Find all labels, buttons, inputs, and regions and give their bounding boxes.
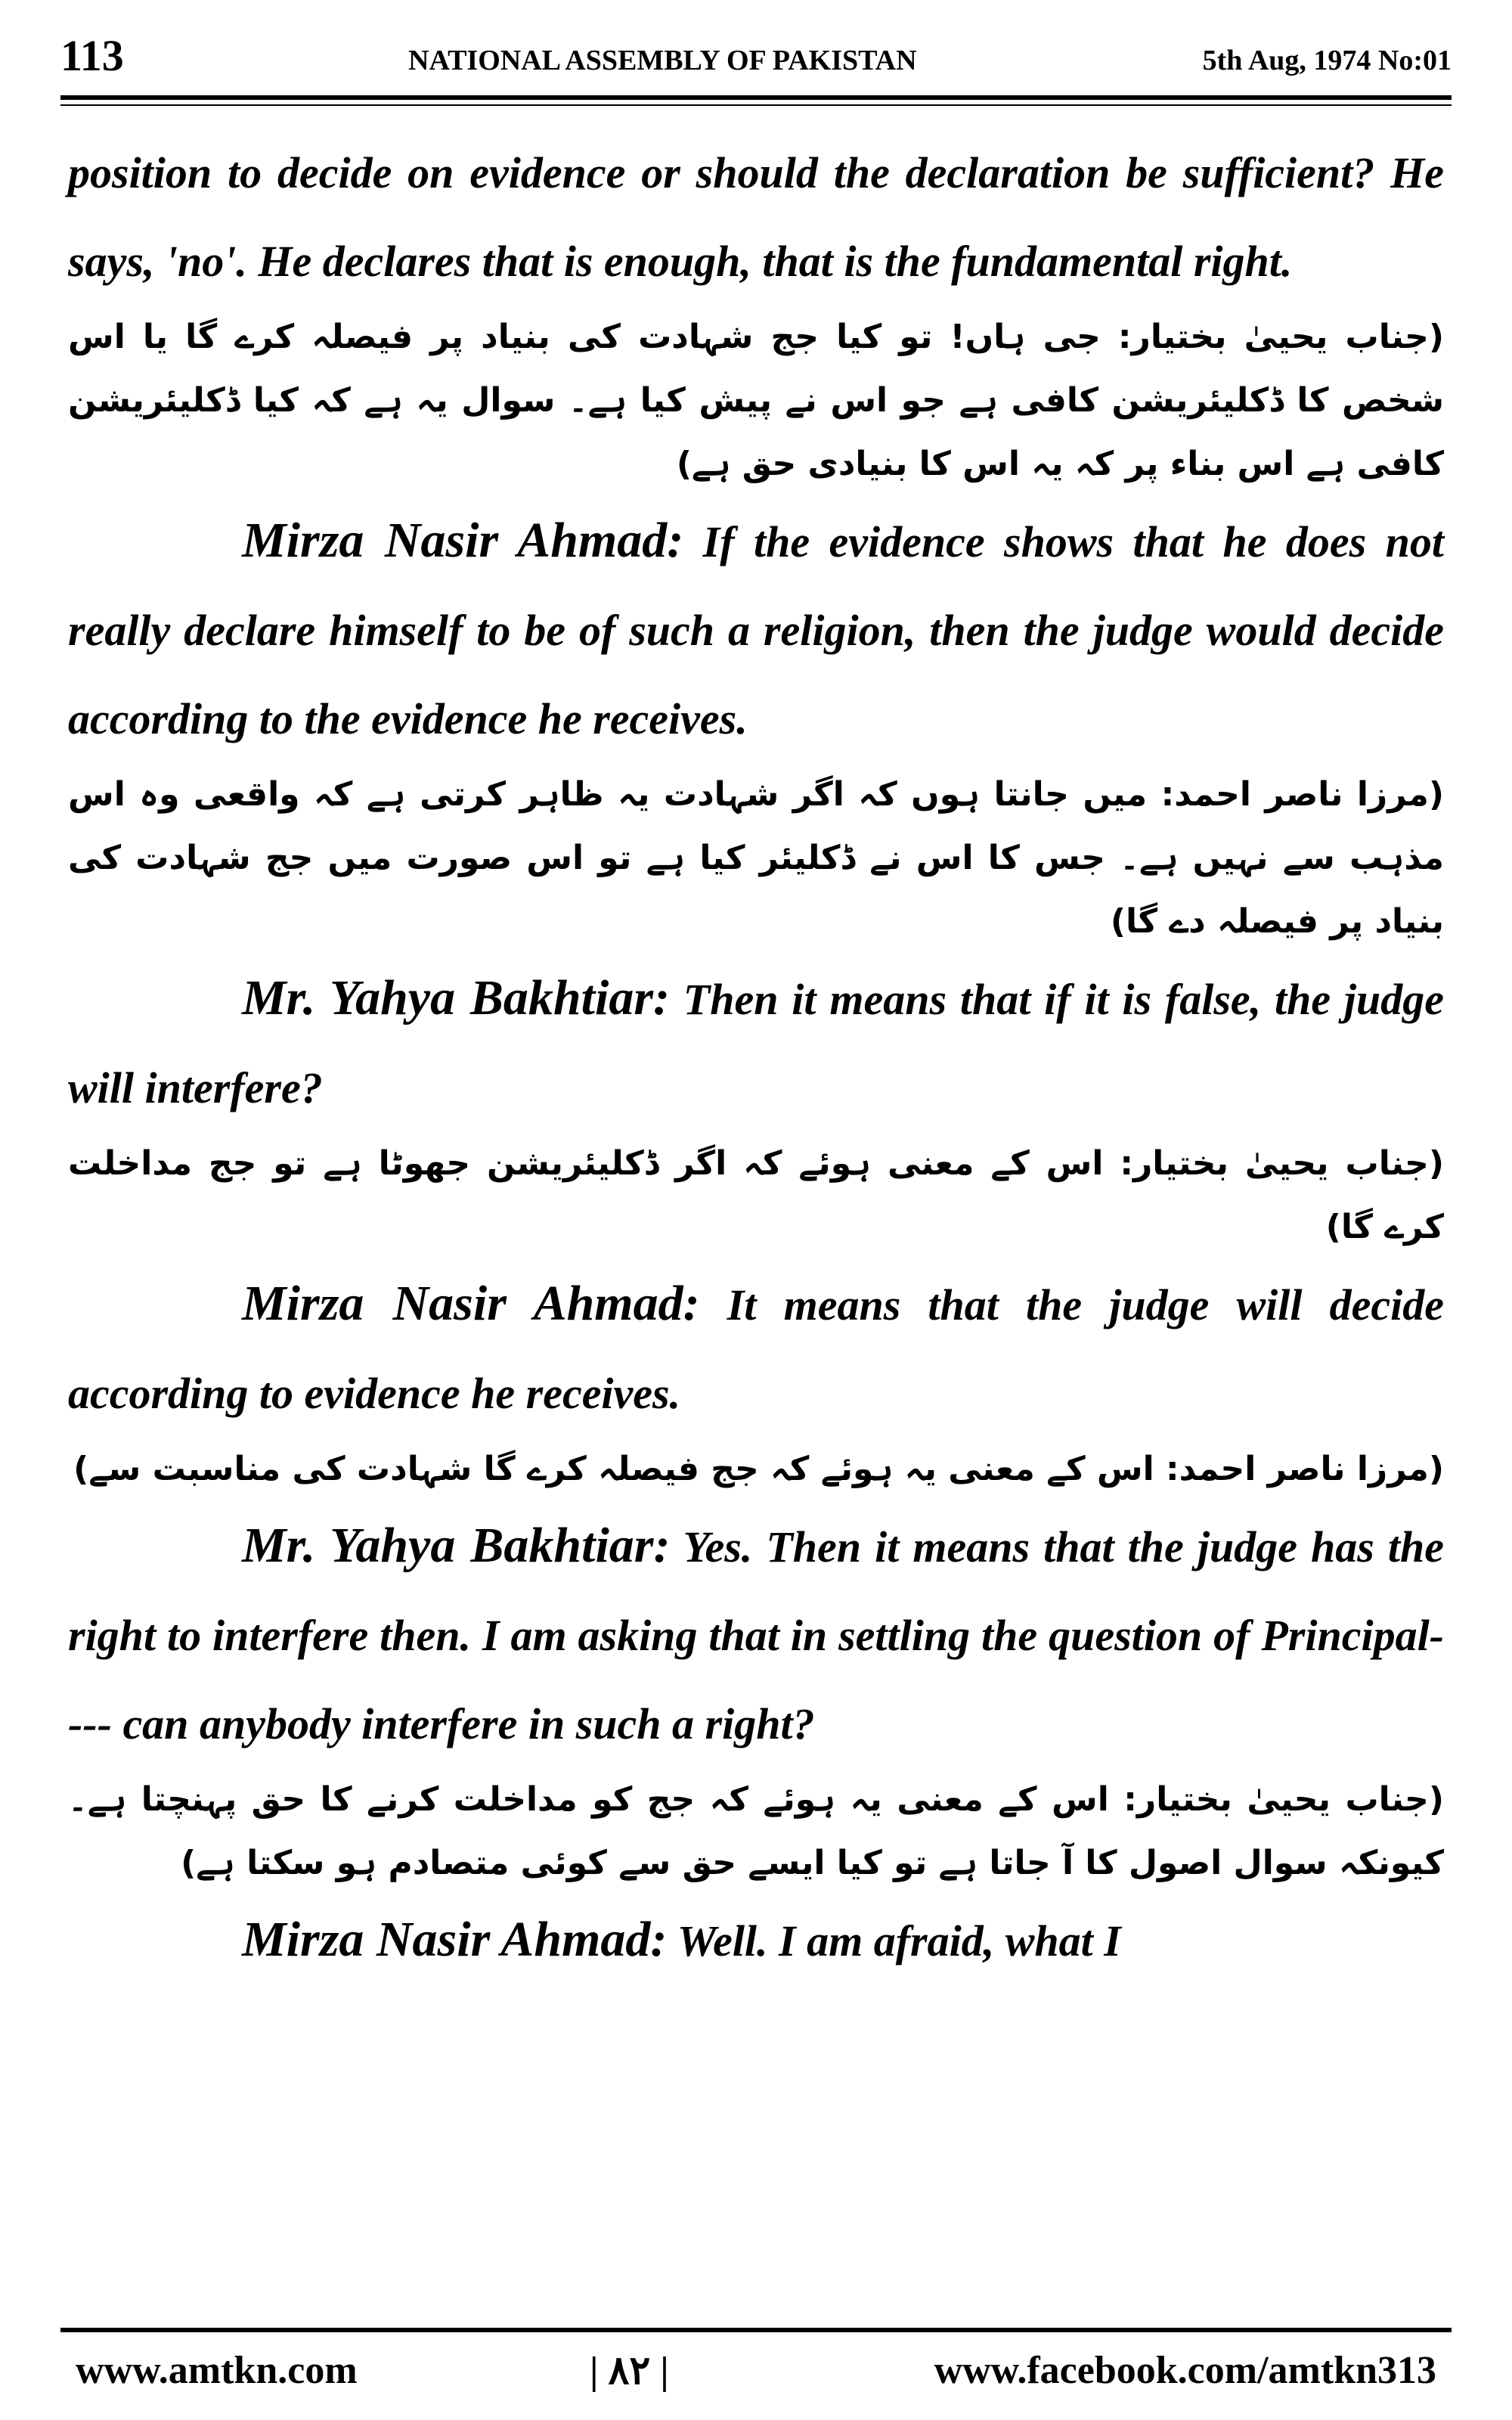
paragraph-text: It means that the judge will decide according to evidence he receives. [68, 1280, 1445, 1418]
paragraph-text: Yes. Then it means that the judge has the right to interfere then. I am asking that in settling the question of Principal---- can anybody interfere in such a right? [68, 1522, 1444, 1748]
speaker-name: Mirza Nasir Ahmad: [242, 1276, 700, 1331]
footer-rule-thick [60, 2328, 1452, 2332]
speaker-name: Mr. Yahya Bakhtiar: [242, 970, 670, 1025]
facebook-link[interactable]: www.facebook.com/amtkn313 [934, 2349, 1436, 2392]
speaker-name: Mirza Nasir Ahmad: [242, 1912, 668, 1967]
page-number: 113 [60, 31, 124, 80]
paragraph-text: If the evidence shows that he does not really declare himself to be of such a religion, then the judge would decide according to the evidence he receives. [68, 517, 1445, 743]
english-paragraph [68, 954, 1444, 1132]
footer-page-number: | ۸۲ | [590, 2350, 669, 2393]
english-paragraph [68, 129, 1444, 306]
english-paragraph [68, 496, 1444, 763]
urdu-paragraph: (جناب یحییٰ بختیار: اس کے معنی یہ ہوئے کہ جج کو مداخلت کرنے کا حق پہنچتا ہے۔ کیونکہ سوال اصول کا آ جاتا ہے تو کیا ایسے حق سے کوئی متصادم ہو سکتا ہے) [68, 1780, 1444, 1882]
english-paragraph [68, 1501, 1444, 1768]
speaker-name: Mr. Yahya Bakhtiar: [242, 1518, 671, 1573]
english-paragraph [68, 1895, 1444, 1985]
transcript-body [68, 129, 1444, 1985]
english-paragraph [68, 1259, 1444, 1438]
paragraph-text: Then it means that if it is false, the judge will interfere? [68, 975, 1444, 1112]
header-rule-thin [60, 104, 1452, 106]
speaker-name: Mirza Nasir Ahmad: [242, 513, 684, 568]
header-rule-thick [60, 95, 1452, 100]
urdu-paragraph: (مرزا ناصر احمد: اس کے معنی یہ ہوئے کہ جج فیصلہ کرے گا شہادت کی مناسبت سے) [73, 1450, 1444, 1488]
paragraph-text: Well. I am afraid, what I [677, 1916, 1121, 1965]
page-header [60, 30, 1452, 91]
website-link[interactable]: www.amtkn.com [76, 2349, 358, 2392]
urdu-paragraph: (مرزا ناصر احمد: میں جانتا ہوں کہ اگر شہادت یہ ظاہر کرتی ہے کہ واقعی وہ اس مذہب سے نہیں ہے۔ جس کا اس نے ڈکلیئر کیا ہے تو اس صورت میں جج شہادت کی بنیاد پر فیصلہ دے گا) [68, 775, 1444, 941]
assembly-title: NATIONAL ASSEMBLY OF PAKISTAN [408, 45, 917, 76]
urdu-paragraph: (جناب یحییٰ بختیار: اس کے معنی ہوئے کہ اگر ڈکلیئریشن جھوٹا ہے تو جج مداخلت کرے گا) [68, 1144, 1444, 1246]
urdu-paragraph: (جناب یحییٰ بختیار: جی ہاں! تو کیا جج شہادت کی بنیاد پر فیصلہ کرے گا یا اس شخص کا ڈکلیئریشن کافی ہے جو اس نے پیش کیا ہے۔ سوال یہ ہے کہ کیا ڈکلیئریشن کافی ہے اس بناء پر کہ یہ اس کا بنیادی حق ہے) [68, 318, 1444, 483]
paragraph-text: position to decide on evidence or should the declaration be sufficient? He says, 'no'. He declares that is enough, that is the fundamental right. [68, 148, 1444, 286]
page-footer [76, 2348, 1436, 2401]
session-date: 5th Aug, 1974 No:01 [1202, 45, 1452, 76]
